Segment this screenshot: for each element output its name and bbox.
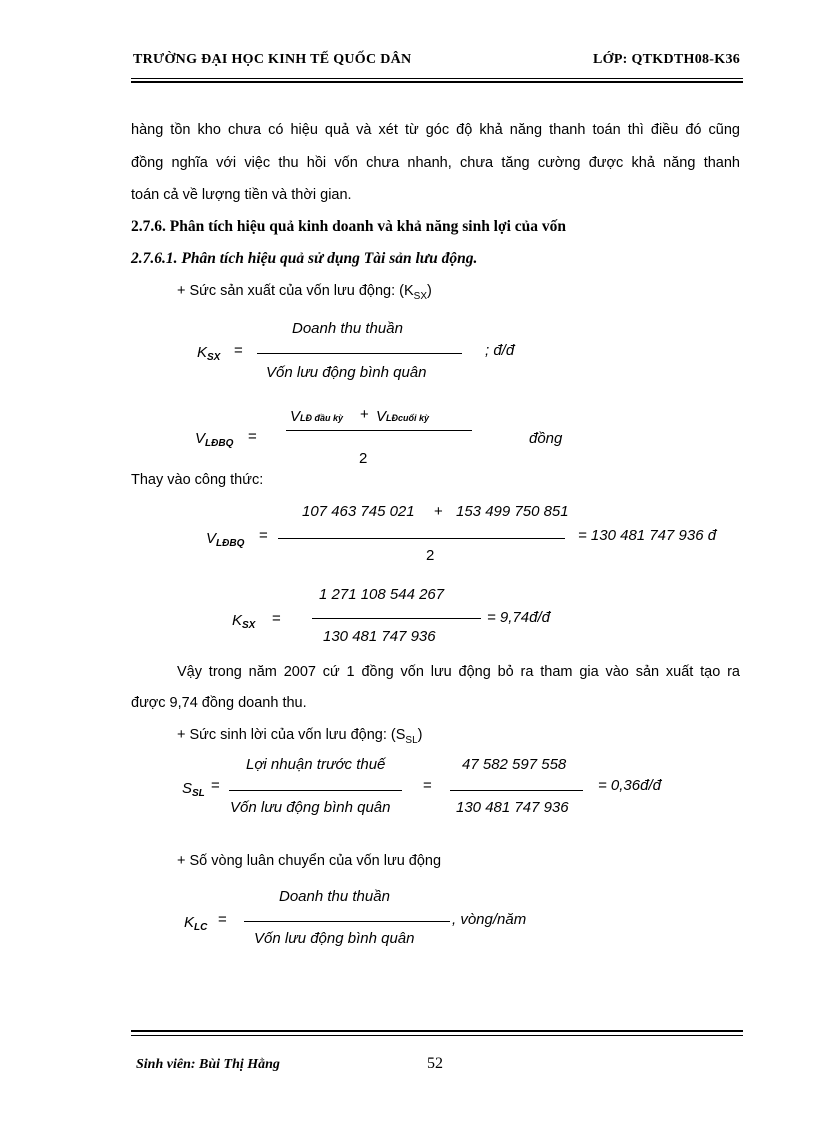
- vldbq-equals: =: [248, 428, 257, 445]
- ksx-intro: [177, 283, 432, 302]
- vcalc-num-a: 107 463 745 021: [302, 503, 415, 520]
- klc-fraction-line: [244, 921, 450, 922]
- vldbq-num-a: VLĐ đầu kỳ: [290, 408, 344, 425]
- vldbq-num-b: VLĐcuối kỳ: [376, 408, 430, 425]
- klc-denominator: Vốn lưu động bình quân: [254, 930, 415, 947]
- header-rule-thick: [131, 81, 743, 83]
- vldbq-denominator: 2: [359, 450, 368, 467]
- ksx-intro-close: ): [427, 283, 432, 299]
- ssl-equals: =: [211, 777, 220, 794]
- ksx-equals: =: [234, 342, 243, 359]
- vcalc-symbol: $V_{LĐBQ}$: [206, 530, 245, 549]
- intro-line-3: toán cả về lượng tiền và thời gian.: [131, 187, 352, 203]
- ssl-val-fraction-line: [450, 790, 583, 791]
- vcalc-denominator: 2: [426, 547, 435, 564]
- ssl-val-numerator: 47 582 597 558: [462, 756, 567, 773]
- klc-numerator: Doanh thu thuần: [279, 888, 390, 905]
- ksx-denominator: Vốn lưu động bình quân: [266, 364, 427, 381]
- ssl-numerator: Lợi nhuận trước thuế: [246, 756, 386, 773]
- ssl-result: = 0,36đ/đ: [598, 777, 661, 794]
- vldbq-plus: +: [360, 406, 369, 423]
- ksx-fraction-line: [257, 353, 462, 354]
- header-rule: [131, 78, 743, 79]
- vcalc-equals: =: [259, 527, 268, 544]
- header-school: TRƯỜNG ĐẠI HỌC KINH TẾ QUỐC DÂN: [133, 52, 412, 67]
- vcalc-plus: +: [434, 503, 443, 520]
- vcalc-fraction-line: [278, 538, 565, 539]
- conclusion-line-2: được 9,74 đồng doanh thu.: [131, 695, 307, 711]
- ksx-numerator: Doanh thu thuần: [292, 320, 403, 337]
- ssl-equals-2: =: [423, 777, 432, 794]
- subsection-heading: 2.7.6.1. Phân tích hiệu quả sử dụng Tài sản lưu động.: [131, 250, 478, 267]
- page-number: 52: [427, 1055, 443, 1072]
- ssl-val-denominator: 130 481 747 936: [456, 799, 569, 816]
- section-heading: 2.7.6. Phân tích hiệu quả kinh doanh và khả năng sinh lợi của vốn: [131, 218, 566, 235]
- ssl-intro-text: + Sức sinh lời của vốn lưu động: (S: [177, 727, 406, 743]
- footer-student: Sinh viên: Bùi Thị Hằng: [136, 1057, 280, 1072]
- vldbq-fraction-line: [286, 430, 472, 431]
- ssl-intro-sub: SL: [405, 734, 418, 746]
- ksx-unit: ; đ/đ: [485, 342, 515, 359]
- ksx-intro-text: + Sức sản xuất của vốn lưu động: (K: [177, 283, 414, 299]
- vcalc-num-b: 153 499 750 851: [456, 503, 569, 520]
- ssl-denominator: Vốn lưu động bình quân: [230, 799, 391, 816]
- conclusion-line-1: Vậy trong năm 2007 cứ 1 đồng vốn lưu động bỏ ra tham gia vào sản xuất tạo ra: [177, 664, 740, 680]
- kcalc-numerator: 1 271 108 544 267: [319, 586, 445, 603]
- ssl-intro: [177, 727, 423, 746]
- vldbq-symbol: $V_{LĐBQ}$: [195, 430, 234, 449]
- ssl-symbol: $S_{SL}$: [182, 780, 205, 799]
- footer-rule-thick: [131, 1030, 743, 1032]
- intro-line-2: đồng nghĩa với việc thu hồi vốn chưa nhanh, chưa tăng cường được khả năng thanh: [131, 155, 740, 171]
- vldbq-unit: đồng: [529, 430, 563, 447]
- klc-equals: =: [218, 911, 227, 928]
- ssl-fraction-line: [229, 790, 402, 791]
- intro-line-1: hàng tồn kho chưa có hiệu quả và xét từ góc độ khả năng thanh toán thì điều đó cũng: [131, 122, 740, 138]
- kcalc-fraction-line: [312, 618, 481, 619]
- klc-intro: + Số vòng luân chuyển của vốn lưu động: [177, 853, 442, 869]
- kcalc-result: = 9,74đ/đ: [487, 609, 550, 626]
- ksx-intro-sub: SX: [413, 290, 427, 302]
- kcalc-denominator: 130 481 747 936: [323, 628, 436, 645]
- vcalc-result: = 130 481 747 936 đ: [578, 527, 717, 544]
- ksx-symbol: $K_{SX}$: [197, 344, 221, 363]
- header-class: LỚP: QTKDTH08-K36: [593, 52, 741, 67]
- ssl-intro-close: ): [417, 727, 423, 743]
- substitute-label: Thay vào công thức:: [131, 472, 264, 488]
- kcalc-symbol: $K_{SX}$: [232, 612, 256, 631]
- klc-unit: , vòng/năm: [452, 911, 527, 928]
- kcalc-equals: =: [272, 610, 281, 627]
- footer-rule: [131, 1035, 743, 1036]
- klc-symbol: $K_{LC}$: [184, 914, 208, 933]
